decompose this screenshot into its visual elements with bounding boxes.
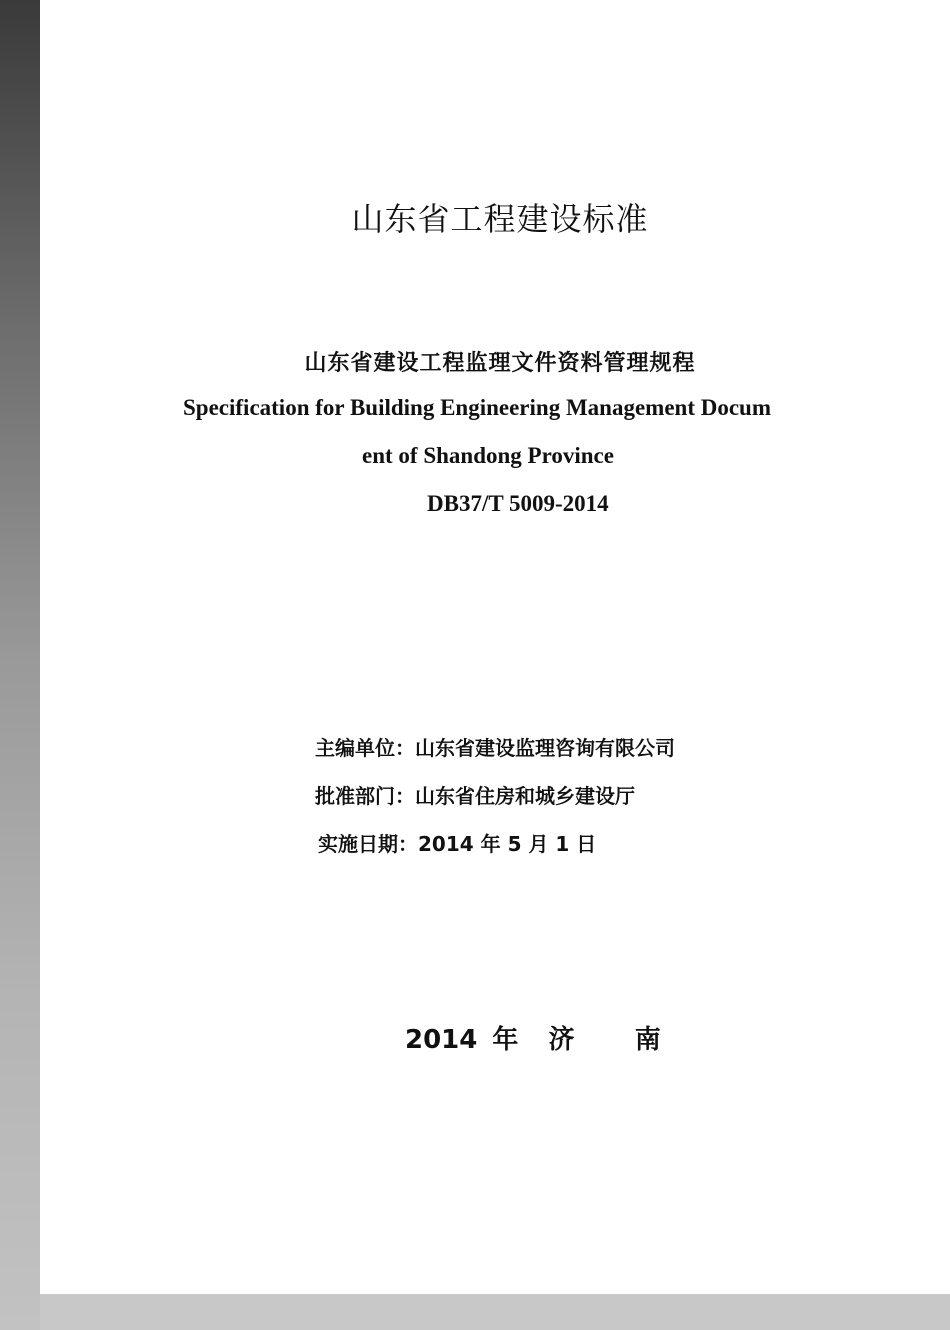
approval-department: 批准部门：山东省住房和城乡建设厅 [315, 784, 635, 808]
editor-unit: 主编单位：山东省建设监理咨询有限公司 [315, 736, 675, 760]
document-title-english-line-2: ent of Shandong Province [362, 443, 614, 468]
publication-year-place: 2014 年 济 南 [405, 1025, 661, 1055]
effective-date: 实施日期：2014 年 5 月 1 日 [318, 832, 597, 856]
page-bottom-strip [40, 1294, 950, 1330]
document-title-chinese: 山东省建设工程监理文件资料管理规程 [304, 351, 696, 376]
standard-code: DB37/T 5009-2014 [427, 491, 609, 516]
header-title: 山东省工程建设标准 [351, 200, 649, 238]
document-title-english-line-1: Specification for Building Engineering Management Docum [183, 395, 771, 420]
